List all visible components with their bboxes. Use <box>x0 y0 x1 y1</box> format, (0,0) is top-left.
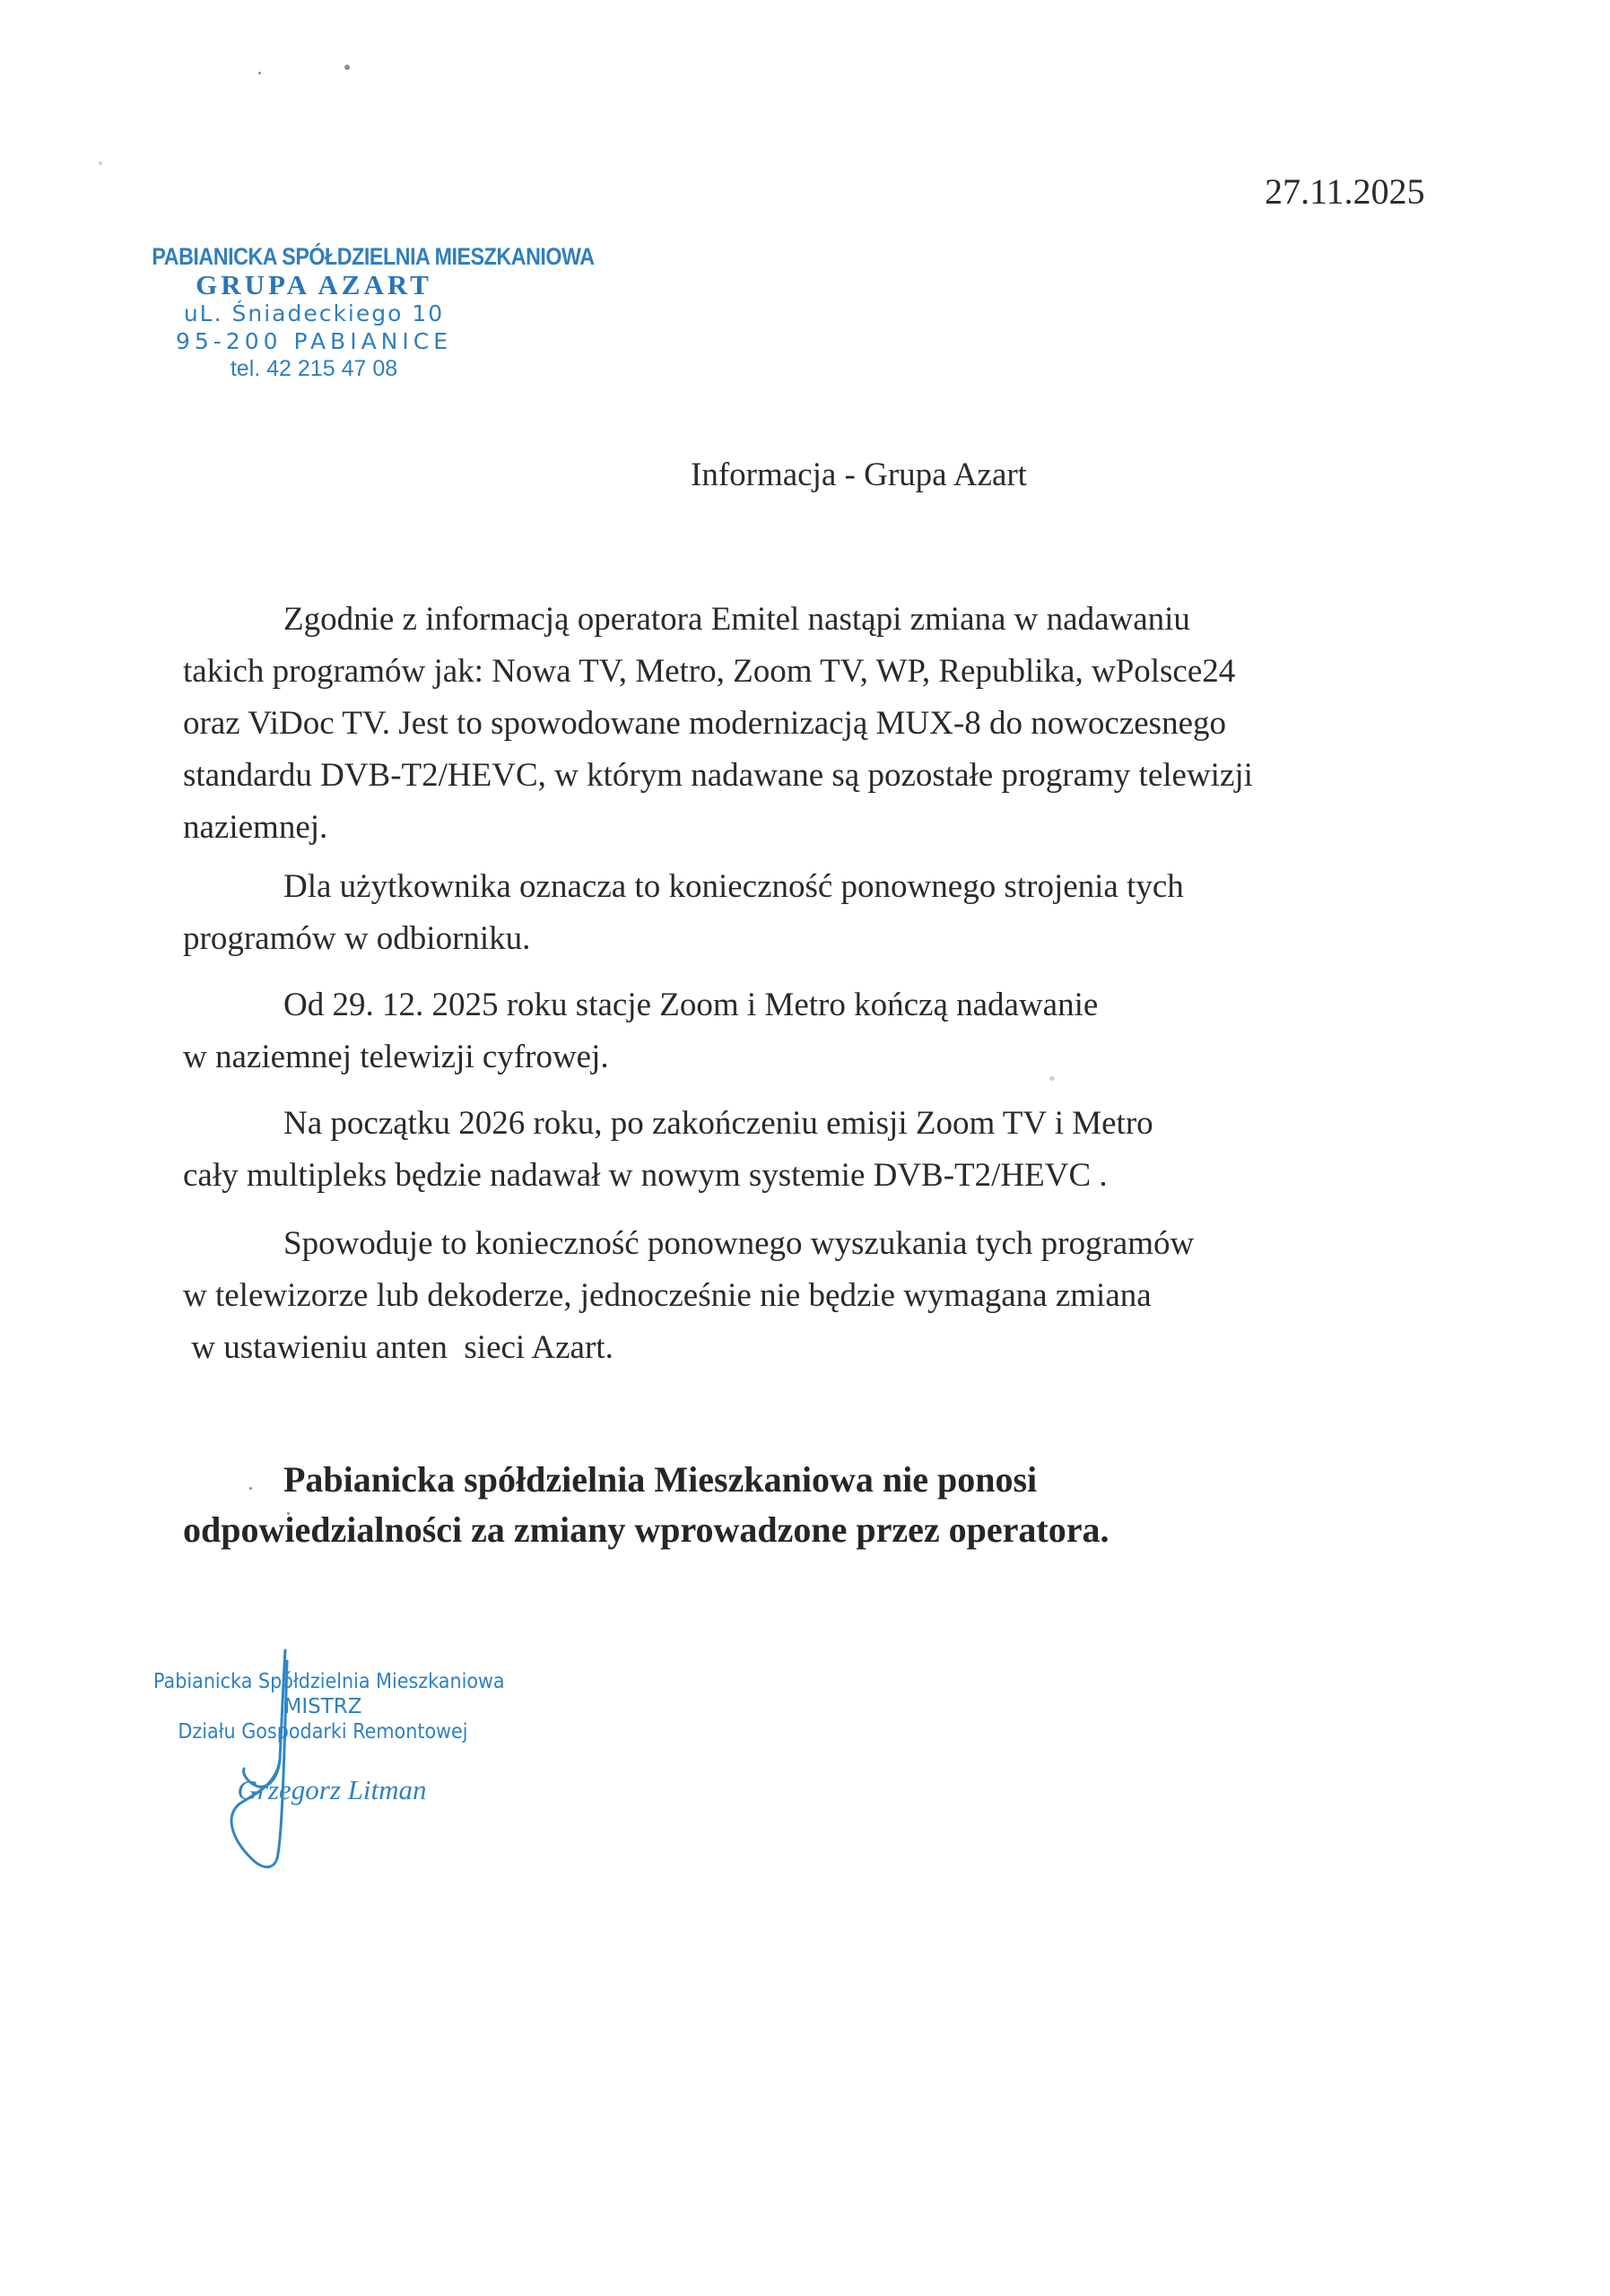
text-line: standardu DVB-T2/HEVC, w którym nadawane są pozostałe programy telewizji <box>183 757 1253 794</box>
handwritten-signature <box>215 1643 341 1876</box>
stamp-organization: PABIANICKA SPÓŁDZIELNIA MIESZKANIOWA <box>152 243 595 270</box>
text-line: naziemnej. <box>183 809 328 846</box>
signature-stroke <box>231 1661 287 1867</box>
stamp-department: Działu Gospodarki Remontowej <box>178 1720 468 1744</box>
text-line: oraz ViDoc TV. Jest to spowodowane modernizacją MUX-8 do nowoczesnego <box>183 705 1227 742</box>
organization-stamp <box>126 242 595 382</box>
document-date: 27.11.2025 <box>1265 171 1425 212</box>
document-title: Informacja - Grupa Azart <box>691 457 1027 493</box>
text-line: Od 29. 12. 2025 roku stacje Zoom i Metro kończą nadawanie <box>283 987 1099 1023</box>
scan-speck <box>258 72 261 74</box>
stamp-street: uL. Śniadeckiego 10 <box>183 300 445 326</box>
paragraph-2 <box>183 861 1457 965</box>
text-line: Na początku 2026 roku, po zakończeniu emisji Zoom TV i Metro <box>283 1105 1153 1142</box>
notice-line: odpowiedzialności za zmiany wprowadzone przez operatora. <box>183 1509 1110 1550</box>
scan-speck <box>99 161 102 165</box>
text-line: w naziemnej telewizji cyfrowej. <box>183 1039 609 1075</box>
stamp-name: Grzegorz Litman <box>237 1774 427 1805</box>
stamp-position: MISTRZ <box>283 1695 362 1718</box>
text-line: takich programów jak: Nowa TV, Metro, Zoom TV, WP, Republika, wPolsce24 <box>183 653 1236 690</box>
stamp-organization: Pabianicka Spółdzielnia Mieszkaniowa <box>153 1670 505 1693</box>
paragraph-4 <box>183 1098 1457 1202</box>
notice-line: Pabianicka spółdzielnia Mieszkaniowa nie ponosi <box>283 1459 1038 1500</box>
text-line: w telewizorze lub dekoderze, jednocześnie nie będzie wymagana zmiana <box>183 1277 1152 1314</box>
text-line: w ustawieniu anten sieci Azart. <box>183 1329 614 1366</box>
text-line: Spowoduje to konieczność ponownego wyszukania tych programów <box>283 1225 1195 1262</box>
paragraph-1 <box>183 594 1457 854</box>
paragraph-3 <box>183 979 1457 1083</box>
stamp-phone: tel. 42 215 47 08 <box>230 356 398 381</box>
scan-speck <box>344 65 350 70</box>
stamp-city: 95-200 PABIANICE <box>175 328 453 354</box>
stamp-group: GRUPA AZART <box>196 269 432 300</box>
paragraph-5 <box>183 1218 1457 1374</box>
text-line: programów w odbiorniku. <box>183 920 531 957</box>
text-line: Dla użytkownika oznacza to konieczność ponownego strojenia tych <box>283 868 1184 905</box>
text-line: Zgodnie z informacją operatora Emitel nastąpi zmiana w nadawaniu <box>283 601 1190 638</box>
text-line: cały multipleks będzie nadawał w nowym systemie DVB-T2/HEVC . <box>183 1157 1108 1194</box>
disclaimer-notice <box>183 1455 1109 1555</box>
